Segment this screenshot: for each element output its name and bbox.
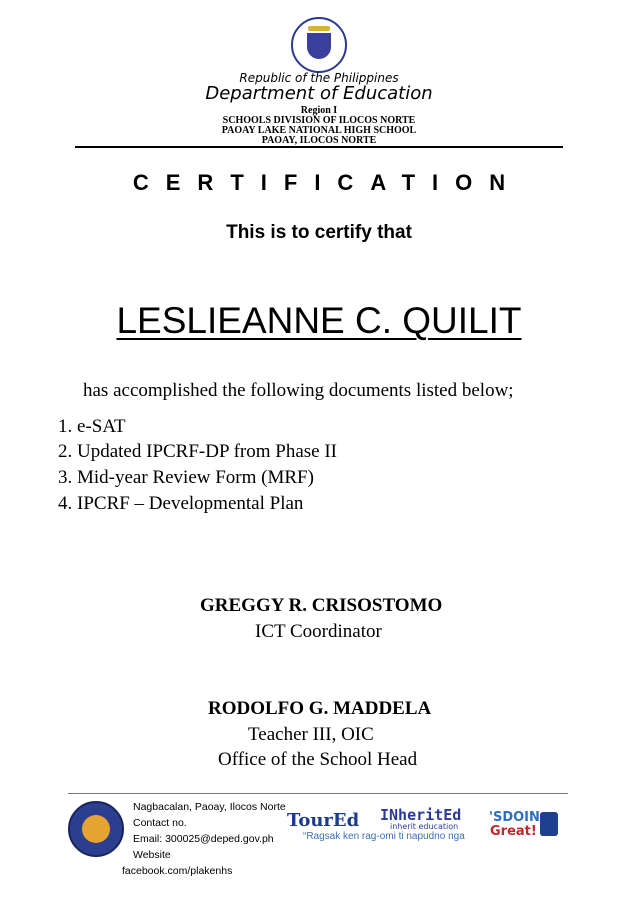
great-logo: Great! [490, 824, 537, 839]
region-text: Region I [300, 105, 338, 116]
footer-contact: Contact no. [133, 817, 187, 829]
signatory-name: GREGGY R. CRISOSTOMO [200, 595, 443, 616]
document-item: 3. Mid-year Review Form (MRF) [58, 467, 314, 488]
address-text: PAOAY, ILOCOS NORTE [261, 135, 377, 146]
footer-website: Website [133, 849, 171, 861]
toured-logo: TourEd [287, 810, 360, 831]
intro-text: This is to certify that [226, 222, 412, 243]
division-text: SCHOOLS DIVISION OF ILOCOS NORTE [222, 115, 416, 126]
signatory-name: RODOLFO G. MADDELA [208, 698, 432, 719]
footer-rule [68, 793, 568, 794]
signatory-title: ICT Coordinator [255, 621, 382, 642]
inherited-logo: INheritEd [380, 806, 462, 824]
footer-address: Nagbacalan, Paoay, Ilocos Norte [133, 801, 286, 813]
footer-facebook: facebook.com/plakenhs [122, 865, 233, 877]
header-rule [75, 146, 563, 148]
footer-email: Email: 300025@deped.gov.ph [133, 833, 274, 845]
department-text: Department of Education [205, 83, 433, 104]
republic-text: Republic of the Philippines [239, 71, 399, 85]
inherited-subtitle: inherit education [390, 822, 459, 831]
signatory-office: Office of the School Head [218, 749, 418, 770]
document-item: 1. e-SAT [58, 416, 126, 437]
signatory-title: Teacher III, OIC [248, 724, 374, 745]
sdoin-logo: 'SDOIN [489, 810, 540, 825]
deped-seal [291, 17, 347, 73]
school-text: PAOAY LAKE NATIONAL HIGH SCHOOL [221, 125, 417, 136]
tagline-text: “Ragsak ken rag-omi ti napudno nga [303, 831, 465, 842]
thumbs-up-icon [540, 812, 558, 836]
document-item: 2. Updated IPCRF-DP from Phase II [58, 441, 337, 462]
certificate-title: CERTIFICATION [132, 170, 523, 195]
school-logo [68, 801, 124, 857]
document-item: 4. IPCRF – Developmental Plan [58, 493, 304, 514]
statement-text: has accomplished the following documents listed below; [83, 380, 514, 401]
recipient-name: LESLIEANNE C. QUILIT [116, 300, 522, 341]
